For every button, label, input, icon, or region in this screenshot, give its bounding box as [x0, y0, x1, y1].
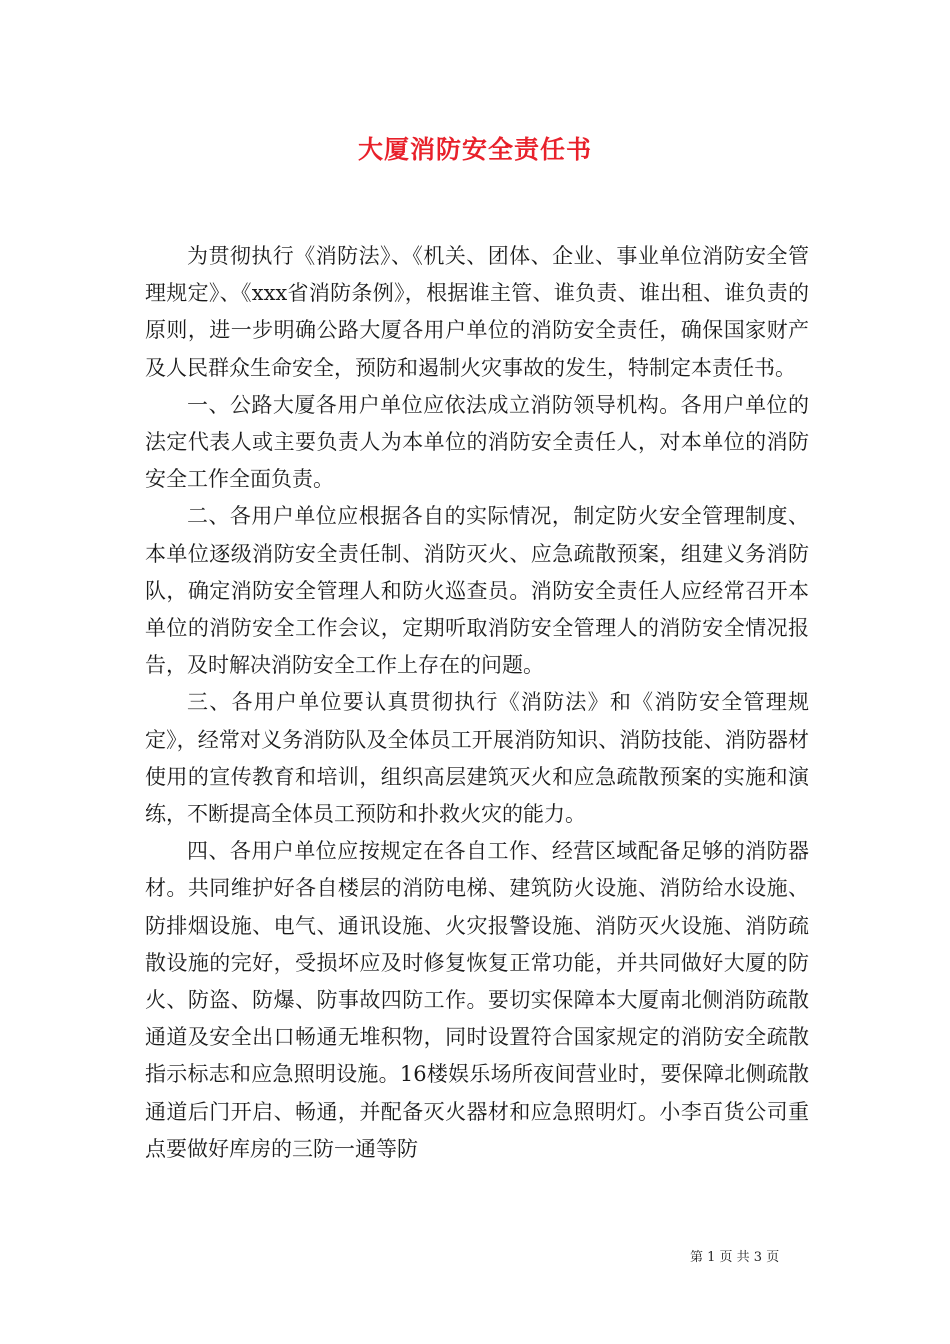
document-title: 大厦消防安全责任书 [357, 135, 592, 164]
clause-2-paragraph: 二、各用户单位应根据各自的实际情况，制定防火安全管理制度、本单位逐级消防安全责任制、消防灭火、应急疏散预案，组建义务消防队，确定消防安全管理人和防火巡查员。消防安全责任人应经常召开本单位的消防安全工作会议，定期听取消防安全管理人的消防安全情况报告，及时解决消防安全工作上存在的问题。 [145, 504, 809, 678]
page-number-footer: 第 1 页 共 3 页 [690, 1250, 780, 1265]
clause-1-paragraph: 一、公路大厦各用户单位应依法成立消防领导机构。各用户单位的法定代表人或主要负责人为本单位的消防安全责任人，对本单位的消防安全工作全面负责。 [145, 392, 809, 492]
document-body [145, 238, 809, 1168]
clause-4-paragraph: 四、各用户单位应按规定在各自工作、经营区域配备足够的消防器材。共同维护好各自楼层的消防电梯、建筑防火设施、消防给水设施、防排烟设施、电气、通讯设施、火灾报警设施、消防灭火设施、消防疏散设施的完好，受损坏应及时修复恢复正常功能，并共同做好大厦的防火、防盗、防爆、防事故四防工作。要切实保障本大厦南北侧消防疏散通道及安全出口畅通无堆积物，同时设置符合国家规定的消防安全疏散指示标志和应急照明设施。16楼娱乐场所夜间营业时，要保障北侧疏散通道后门开启、畅通，并配备灭火器材和应急照明灯。小李百货公司重点要做好库房的三防一通等防 [145, 839, 809, 1161]
intro-paragraph: 为贯彻执行《消防法》、《机关、团体、企业、事业单位消防安全管理规定》、《xxx省消防条例》，根据谁主管、谁负责、谁出租、谁负责的原则，进一步明确公路大厦各用户单位的消防安全责任，确保国家财产及人民群众生命安全，预防和遏制火灾事故的发生，特制定本责任书。 [145, 244, 809, 380]
clause-3-paragraph: 三、各用户单位要认真贯彻执行《消防法》和《消防安全管理规定》，经常对义务消防队及全体员工开展消防知识、消防技能、消防器材使用的宣传教育和培训，组织高层建筑灭火和应急疏散预案的实施和演练，不断提高全体员工预防和扑救火灾的能力。 [145, 690, 809, 827]
